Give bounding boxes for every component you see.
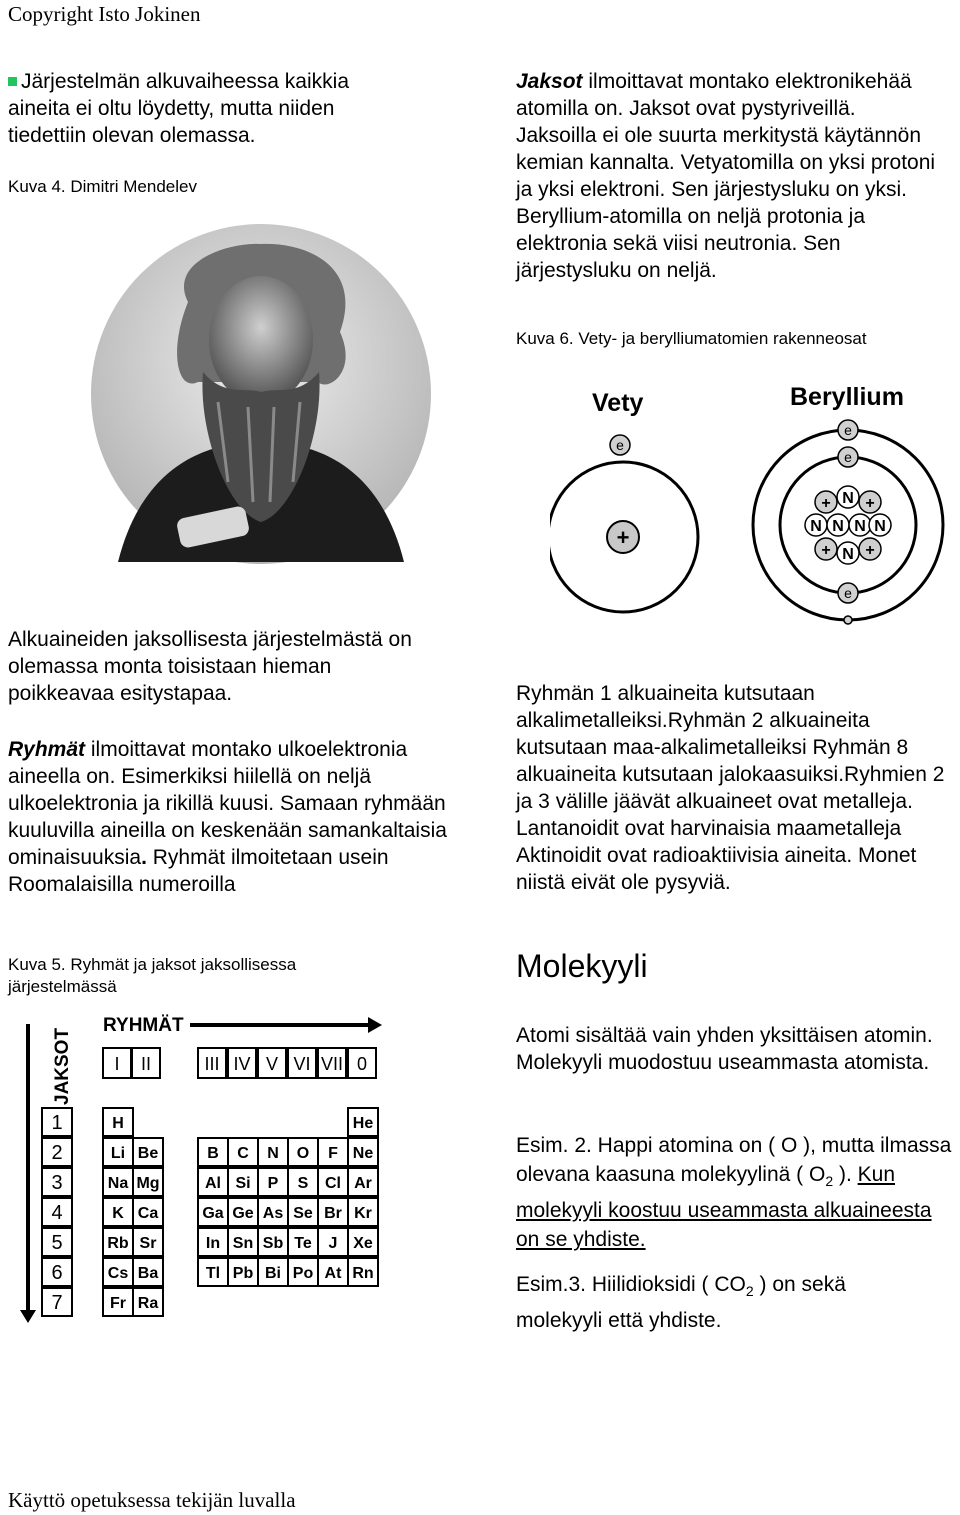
element-symbol: H [112,1115,124,1132]
ryhmat-term: Ryhmät [8,738,86,761]
element-symbol: Pb [232,1265,254,1282]
element-symbol: As [262,1205,284,1222]
element-symbol: Rb [107,1235,129,1252]
electron-symbol: e [616,437,624,453]
element-symbol: At [324,1265,342,1282]
electron-symbol: e [844,449,852,465]
caption-kuva-4: Kuva 4. Dimitri Mendelev [8,177,197,196]
element-symbol: Ba [137,1265,159,1282]
esim2-paragraph: Esim. 2. Happi atomina on ( O ), mutta ilmassa olevana kaasuna molekyylinä ( $O_2$ ). Kun molekyyli koostuu useammasta alkuaineesta on se yhdiste. [516,1134,952,1252]
electron-symbol: e [844,422,852,438]
proton-symbol: + [821,495,831,512]
element-symbol: Be [137,1145,159,1162]
element-symbol: Mg [136,1175,160,1192]
beryllium-label: Beryllium [790,383,904,411]
element-symbol: Tl [205,1265,221,1282]
element-symbol: F [328,1145,338,1162]
group-numeral: 0 [356,1054,368,1074]
group-numeral: II [140,1054,152,1074]
period-number: 5 [51,1232,63,1254]
element-symbol: Ga [202,1205,224,1222]
intro-paragraph: Järjestelmän alkuvaiheessa kaikkia aineita ei oltu löydetty, mutta niiden tiedettiin olevan olemassa. [8,70,349,147]
esitys-paragraph: Alkuaineiden jaksollisesta järjestelmästä on olemassa monta toisistaan hieman poikkeavaa esitystapaa. [8,628,412,705]
jaksot-paragraph: Jaksot ilmoittavat montako elektronikehää atomilla on. Jaksot ovat pystyriveillä. Jaksoilla ei ole suurta merkitystä käytännön kemian kannalta. Vetyatomilla on yksi protoni ja yksi elektroni. Sen järjestysluku on yksi. Beryllium-atomilla on neljä protonia ja elektronia sekä viisi neutronia. Sen järjestysluku on neljä. [516,70,936,282]
element-symbol: Rn [352,1265,374,1282]
element-symbol: Sr [139,1235,157,1252]
element-symbol: Si [235,1175,251,1192]
esim3-paragraph: Esim.3. Hiilidioksidi ( $CO_2$ ) on sekä molekyyli että yhdiste. [516,1273,846,1333]
element-symbol: Cl [325,1175,341,1192]
proton-symbol: + [865,495,875,512]
ryhmat-paragraph: Ryhmät ilmoittavat montako ulkoelektronia aineella on. Esimerkiksi hiilellä on neljä ulkoelektronia ja rikillä kuusi. Samaan ryhmään kuuluvilla aineilla on keskenään samankaltaisia ominaisuuksia. Ryhmät ilmoitetaan usein Roomalaisilla numeroilla [8,738,447,896]
element-symbol: J [328,1235,338,1252]
neutron-symbol: N [810,518,822,535]
group-numeral: VI [293,1054,311,1074]
neutron-symbol: N [842,546,854,563]
group-numeral: V [265,1054,279,1074]
jaksot-term: Jaksot [516,70,583,93]
jaksot-label: JAKSOT [52,1027,73,1105]
element-symbol: Al [205,1175,221,1192]
periodic-table-figure [10,1010,395,1325]
mendelev-portrait [78,222,444,574]
usage-footer: Käyttö opetuksessa tekijän luvalla [8,1488,296,1512]
period-number: 2 [51,1142,63,1164]
element-symbol: In [205,1235,221,1252]
period-number: 6 [51,1262,63,1284]
element-symbol: Ca [137,1205,159,1222]
element-symbol: Te [294,1235,312,1252]
proton-symbol: + [865,542,875,559]
group-numeral: I [114,1054,120,1074]
proton-symbol: + [616,525,630,550]
neutron-symbol: N [854,518,866,535]
group-numeral: III [204,1054,220,1074]
element-symbol: Bi [265,1265,281,1282]
period-number: 3 [51,1172,63,1194]
element-symbol: Ge [232,1205,254,1222]
group-numeral: IV [233,1054,251,1074]
element-symbol: Ra [137,1295,159,1312]
element-symbol: Li [110,1145,126,1162]
element-symbol: Ar [354,1175,372,1192]
neutron-symbol: N [842,490,854,507]
proton-symbol: + [821,542,831,559]
group-numeral: VII [320,1054,344,1074]
element-symbol: Fr [110,1295,126,1312]
element-symbol: Na [107,1175,129,1192]
molekyyli-heading: Molekyyli [516,948,648,984]
element-symbol: Sn [232,1235,254,1252]
element-symbol: B [207,1145,219,1162]
bullet-icon [8,77,17,86]
element-symbol: Sb [262,1235,284,1252]
ryhmat-label: RYHMÄT [103,1015,184,1036]
element-symbol: Cs [107,1265,129,1282]
arrow-head-icon [368,1017,382,1033]
element-symbol: O [296,1145,310,1162]
ryhman-paragraph: Ryhmän 1 alkuaineita kutsutaan alkalimetalleiksi.Ryhmän 2 alkuaineita kutsutaan maa-alkalimetalleiksi Ryhmän 8 alkuaineita kutsutaan jalokaasuiksi.Ryhmien 2 ja 3 välille jäävät alkuaineet ovat metalleja. Lantanoidit ovat harvinaisia maametalleja Aktinoidit ovat radioaktiivisia aineita. Monet niistä eivät ole pysyviä. [516,682,945,894]
element-symbol: C [237,1145,249,1162]
caption-kuva-6: Kuva 6. Vety- ja berylliumatomien rakenneosat [516,329,867,348]
electron-symbol: e [844,585,852,601]
element-symbol: Se [293,1205,313,1222]
element-symbol: K [112,1205,124,1222]
element-symbol: Xe [353,1235,373,1252]
copyright-header: Copyright Isto Jokinen [8,2,201,26]
arrow-head-icon [20,1310,36,1323]
vety-label: Vety [592,389,644,417]
atom-diagram [550,375,950,625]
yhdiste-definition: Kun molekyyli koostuu useammasta alkuaineesta on se yhdiste. [516,1163,932,1252]
period-number: 4 [51,1202,63,1224]
beryllium-nucleus [805,486,891,564]
element-symbol: S [297,1175,309,1192]
neutron-symbol: N [832,518,844,535]
period-number: 1 [51,1112,63,1134]
element-symbol: Ne [352,1145,374,1162]
element-symbol: P [267,1175,279,1192]
molekyyli-paragraph: Atomi sisältää vain yhden yksittäisen atomin. Molekyyli muodostuu useammasta atomista. [516,1024,933,1074]
neutron-symbol: N [874,518,886,535]
caption-kuva-5: Kuva 5. Ryhmät ja jaksot jaksollisessa järjestelmässä [8,955,297,996]
element-symbol: Po [292,1265,314,1282]
element-symbol: N [267,1145,279,1162]
element-symbol: Br [324,1205,342,1222]
element-symbol: Kr [354,1205,372,1222]
element-symbol: He [352,1115,374,1132]
period-number: 7 [51,1292,63,1314]
